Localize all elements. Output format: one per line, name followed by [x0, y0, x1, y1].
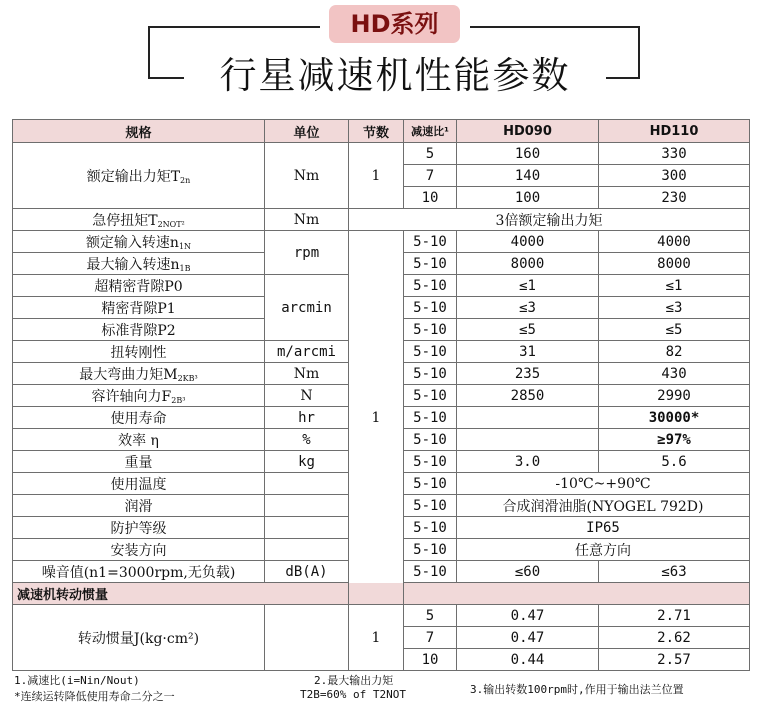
backlash-label: 精密背隙P1: [13, 297, 265, 319]
row-label-text: 效率 η: [118, 432, 159, 449]
ratio-cell: 5-10: [404, 407, 457, 429]
rated-torque-stage: 1: [349, 143, 404, 209]
emergency-value: 3倍额定输出力矩: [349, 209, 750, 231]
ratio-cell: 5-10: [404, 473, 457, 495]
ratio-cell: 5-10: [404, 363, 457, 385]
row-unit: kg: [265, 451, 349, 473]
hd090-cell: 160: [457, 143, 599, 165]
title-frame-left: [148, 26, 150, 79]
ratio-cell: 5-10: [404, 319, 457, 341]
row-label: [13, 451, 265, 473]
hd090-cell: 0.47: [457, 605, 599, 627]
hd110-cell: 330: [599, 143, 750, 165]
row-label-text: 使用寿命: [110, 410, 167, 427]
row-label-text: 重量: [124, 454, 153, 471]
footnote-2: 2.最大输出力矩: [314, 674, 394, 687]
ratio-cell: 5-10: [404, 253, 457, 275]
backlash-unit: arcmin: [265, 275, 349, 341]
hd110-cell: 4000: [599, 231, 750, 253]
hd110-cell: 2990: [599, 385, 750, 407]
row-label: [13, 385, 265, 407]
hd110-cell: 230: [599, 187, 750, 209]
ratio-cell: 5-10: [404, 539, 457, 561]
footnote-2b: T2B=60% of T2NOT: [300, 688, 406, 701]
hd110-cell: 2.62: [599, 627, 750, 649]
row-unit: [265, 517, 349, 539]
row-label-sub: 2KB³: [177, 373, 198, 383]
hd090-cell: ≤5: [457, 319, 599, 341]
rated-input-speed-text: 额定输入转速n: [85, 234, 179, 251]
row-label-text: 最大弯曲力矩M: [79, 366, 178, 383]
noise-label: 噪音值(n1=3000rpm,无负载): [13, 561, 265, 583]
row-label: [13, 407, 265, 429]
hd090-cell: 235: [457, 363, 599, 385]
header-hd090: HD090: [457, 120, 599, 143]
hd110-cell: ≤3: [599, 297, 750, 319]
inertia-label: 转动惯量J(kg·cm²): [13, 605, 265, 671]
ratio-cell: 7: [404, 627, 457, 649]
ratio-cell: 5-10: [404, 451, 457, 473]
hd110-cell: 5.6: [599, 451, 750, 473]
hd110-cell: ≤5: [599, 319, 750, 341]
row-label: 安装方向: [13, 539, 265, 561]
header-hd110: HD110: [599, 120, 750, 143]
inertia-section-title: 减速机转动惯量: [13, 583, 750, 605]
row-unit: [265, 539, 349, 561]
row-unit: m/arcmi: [265, 341, 349, 363]
merged-value: -10℃~+90℃: [457, 473, 750, 495]
hd110-cell: 2.57: [599, 649, 750, 671]
inertia-unit: [265, 605, 349, 671]
backlash-label: 超精密背隙P0: [13, 275, 265, 297]
hd110-cell: 82: [599, 341, 750, 363]
series-badge: HD系列: [329, 5, 460, 43]
title-frame-left-top: [148, 26, 320, 28]
row-unit: N: [265, 385, 349, 407]
max-input-speed-sub: 1B: [179, 263, 191, 273]
header-spec: 规格: [13, 120, 265, 143]
rated-torque-sub: 2n: [180, 175, 191, 185]
merged-value: 任意方向: [457, 539, 750, 561]
footnote-1: 1.减速比(i=Nin/Nout): [14, 674, 140, 687]
hd110-cell: 8000: [599, 253, 750, 275]
rpm-unit: rpm: [265, 231, 349, 275]
title-frame-left-bottom: [148, 77, 184, 79]
ratio-cell: 7: [404, 165, 457, 187]
rated-torque-unit: Nm: [265, 143, 349, 209]
footnote-1b: *连续运转降低使用寿命二分之一: [14, 690, 175, 703]
header-ratio: 减速比¹: [404, 120, 457, 143]
title-frame-right-top: [470, 26, 640, 28]
inertia-stage: 1: [349, 605, 404, 671]
ratio-cell: 5-10: [404, 517, 457, 539]
row-label-sub: 2B³: [171, 395, 186, 405]
hd090-cell: 8000: [457, 253, 599, 275]
ratio-cell: 5-10: [404, 341, 457, 363]
ratio-cell: 5-10: [404, 429, 457, 451]
hd090-cell: ≤60: [457, 561, 599, 583]
table-row: [13, 605, 750, 627]
row-unit: [265, 473, 349, 495]
hd110-cell: ≤63: [599, 561, 750, 583]
ratio-cell: 5-10: [404, 561, 457, 583]
hd110-cell: 2.71: [599, 605, 750, 627]
table-row: [13, 143, 750, 165]
spec-table: [12, 119, 750, 671]
hd090-cell: 0.44: [457, 649, 599, 671]
middle-stage: 1: [349, 231, 404, 605]
page-title: 行星减速机性能参数: [219, 54, 571, 97]
hd090-cell: 0.47: [457, 627, 599, 649]
hd110-cell: 30000*: [599, 407, 750, 429]
hd110-cell: ≤1: [599, 275, 750, 297]
max-input-speed-text: 最大输入转速n: [86, 256, 180, 273]
hd090-cell: [457, 407, 599, 429]
row-label-text: 容许轴向力F: [91, 388, 172, 405]
row-unit: [265, 495, 349, 517]
ratio-cell: 10: [404, 187, 457, 209]
hd090-cell: 100: [457, 187, 599, 209]
hd090-cell: 140: [457, 165, 599, 187]
row-label-text: 扭转刚性: [110, 344, 167, 361]
row-label: [13, 363, 265, 385]
title-frame-right: [638, 26, 640, 79]
footnote-3: 3.输出转数100rpm时,作用于输出法兰位置: [470, 683, 684, 696]
ratio-cell: 5: [404, 605, 457, 627]
header-stages: 节数: [349, 120, 404, 143]
hd090-cell: 31: [457, 341, 599, 363]
ratio-cell: 5: [404, 143, 457, 165]
hd110-cell: 300: [599, 165, 750, 187]
row-label: [13, 341, 265, 363]
noise-unit: dB(A): [265, 561, 349, 583]
hd110-cell: ≥97%: [599, 429, 750, 451]
rated-torque-text: 额定输出力矩T: [86, 168, 181, 185]
merged-value: IP65: [457, 517, 750, 539]
row-unit: hr: [265, 407, 349, 429]
row-label: [13, 429, 265, 451]
row-label: 防护等级: [13, 517, 265, 539]
hd110-cell: 430: [599, 363, 750, 385]
hd090-cell: ≤1: [457, 275, 599, 297]
hd090-cell: 3.0: [457, 451, 599, 473]
emergency-label: [13, 209, 265, 231]
merged-value: 合成润滑油脂(NYOGEL 792D): [457, 495, 750, 517]
ratio-cell: 5-10: [404, 231, 457, 253]
row-unit: %: [265, 429, 349, 451]
row-label: 润滑: [13, 495, 265, 517]
inertia-section-row: [13, 583, 750, 605]
hd090-cell: 2850: [457, 385, 599, 407]
rated-input-speed-label: [13, 231, 265, 253]
max-input-speed-label: [13, 253, 265, 275]
emergency-sub: 2NOT²: [157, 219, 185, 229]
rated-input-speed-sub: 1N: [178, 241, 192, 251]
rated-torque-label: [13, 143, 265, 209]
ratio-cell: 5-10: [404, 495, 457, 517]
table-row: [13, 209, 750, 231]
ratio-cell: 5-10: [404, 297, 457, 319]
hd090-cell: [457, 429, 599, 451]
backlash-label: 标准背隙P2: [13, 319, 265, 341]
emergency-unit: Nm: [265, 209, 349, 231]
hd090-cell: 4000: [457, 231, 599, 253]
row-unit: Nm: [265, 363, 349, 385]
header-unit: 单位: [265, 120, 349, 143]
title-frame-right-bottom: [606, 77, 640, 79]
emergency-text: 急停扭矩T: [92, 212, 158, 229]
ratio-cell: 5-10: [404, 275, 457, 297]
ratio-cell: 10: [404, 649, 457, 671]
table-row: [13, 231, 750, 253]
hd090-cell: ≤3: [457, 297, 599, 319]
ratio-cell: 5-10: [404, 385, 457, 407]
row-label: 使用温度: [13, 473, 265, 495]
table-header-row: [13, 120, 750, 143]
